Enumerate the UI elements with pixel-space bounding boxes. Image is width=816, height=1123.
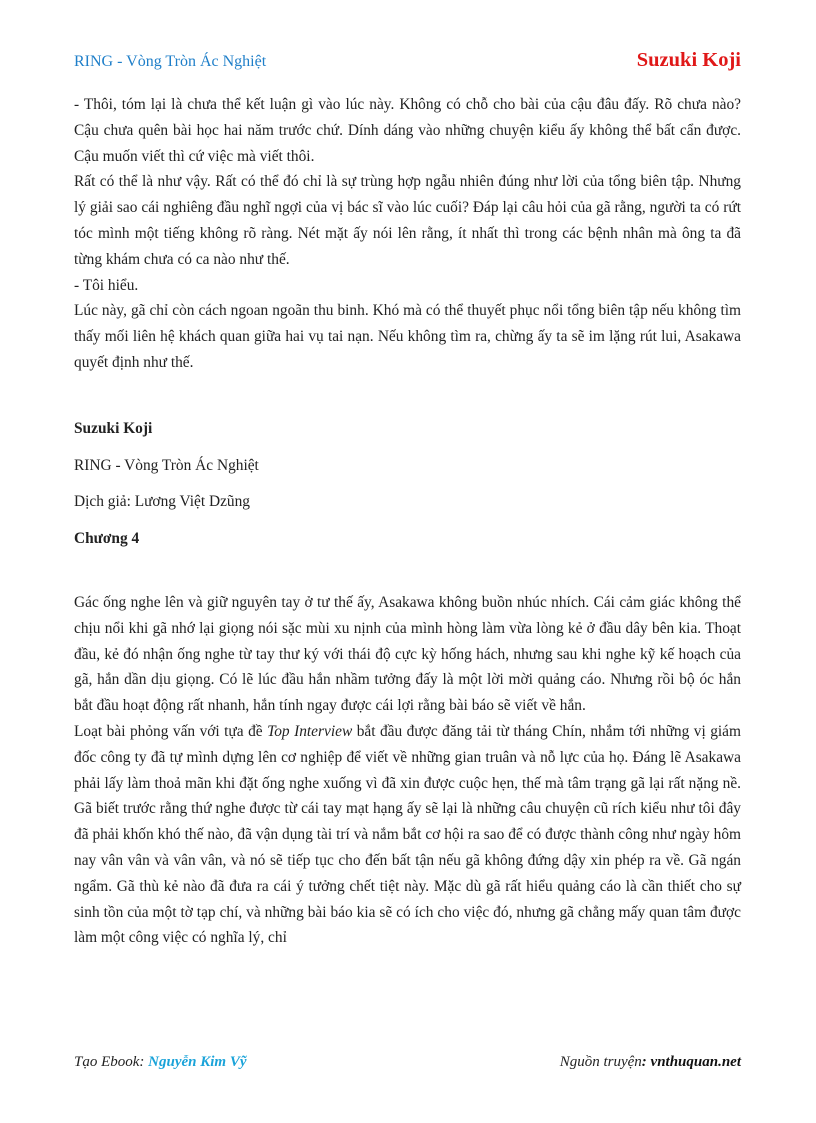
header-author: Suzuki Koji <box>636 49 741 71</box>
paragraph: - Thôi, tóm lại là chưa thể kết luận gì vào lúc này. Không có chỗ cho bài của cậu đâu đấy. Rõ chưa nào? Cậu chưa quên bài học hai năm trước chứ. Dính dáng vào những chuyện kiểu ấy không thể bất cẩn được. Cậu muốn viết thì cứ việc mà viết thôi. <box>74 96 741 165</box>
chapter-heading <box>74 416 741 552</box>
page-content <box>74 92 741 951</box>
footer-source <box>560 1054 741 1071</box>
footer-creator <box>74 1054 247 1071</box>
paragraph <box>74 719 741 951</box>
chapter-translator: Dịch giả: Lương Việt Dzũng <box>74 493 250 511</box>
creator-label: Tạo Ebook <box>74 1054 140 1070</box>
paragraph: Gác ống nghe lên và giữ nguyên tay ở tư thế ấy, Asakawa không buồn nhúc nhích. Cái cảm giác không thể chịu nổi khi gã nhớ lại giọng nói sặc mùi xu nịnh của mình hòng làm vừa lòng kẻ ở đầu dây bên kia. Thoạt đầu, kẻ đó nhận ống nghe từ tay thư ký với thái độ cực kỳ hống hách, nhưng sau khi nghe kỹ kế hoạch của gã, hắn dần dịu giọng. Có lẽ lúc đầu hắn nhầm tưởng đấy là một lời mời quảng cáo. Nhưng rồi bộ óc hắn bắt đầu hoạt động rất nhanh, hắn tính ngay được cái lợi rằng bài báo sẽ viết về hắn. <box>74 593 741 715</box>
creator-separator: : <box>139 1054 149 1070</box>
creator-name: Nguyễn Kim Vỹ <box>148 1054 247 1070</box>
chapter-author: Suzuki Koji <box>74 419 153 437</box>
paragraph: Lúc này, gã chỉ còn cách ngoan ngoãn thu binh. Khó mà có thể thuyết phục nổi tổng biên tập nếu không tìm thấy mối liên hệ khách quan giữa hai vụ tai nạn. Nếu không tìm ra, chừng ấy ta sẽ im lặng rút lui, Asakawa quyết định như thế. <box>74 302 741 371</box>
source-label: Nguồn truyện <box>559 1054 642 1070</box>
text-span: bắt đầu được đăng tải từ tháng Chín, nhắm tới những vị giám đốc công ty đã tự mình dựng lên cơ nghiệp để viết về những gian truân và nỗ lực của họ. Đáng lẽ Asakawa phải lấy làm thoả mãn khi đặt ống nghe xuống vì đã xin được cuộc hẹn, thế mà tâm trạng gã lại rất nặng nề. Gã biết trước rằng thứ nghe được từ cái tay mạt hạng ấy sẽ lại là những câu chuyện cũ rích kiểu như tôi đây đã phải khốn khó thế nào, đã vận dụng tài trí và nắm bắt cơ hội ra sao để có được thành công như ngày hôm nay vân vân và vân vân, và nó sẽ tiếp tục cho đến bất tận nếu gã không đứng dậy xin phép ra về. Gã ngán ngẩm. Gã thù kẻ nào đã đưa ra cái ý tưởng chết tiệt này. Mặc dù gã rất hiểu quảng cáo là cần thiết cho sự sinh tồn của một tờ tạp chí, và những bài báo kia sẽ có ích cho việc đó, nhưng gã chẳng mấy quan tâm được làm một công việc có nghĩa lý, chỉ <box>74 722 741 947</box>
source-site: vnthuquan.net <box>650 1054 741 1070</box>
header-book-title: RING - Vòng Tròn Ác Nghiệt <box>74 53 267 70</box>
chapter-book-title: RING - Vòng Tròn Ác Nghiệt <box>74 456 259 474</box>
chapter-label: Chương 4 <box>74 530 140 548</box>
page-header <box>74 48 741 78</box>
source-separator: : <box>641 1054 651 1070</box>
paragraph: - Tôi hiểu. <box>74 276 139 294</box>
italic-title: Top Interview <box>267 722 353 740</box>
text-span: Loạt bài phỏng vấn với tựa đề <box>74 722 268 740</box>
paragraph: Rất có thể là như vậy. Rất có thể đó chỉ là sự trùng hợp ngẫu nhiên đúng như lời của tổng biên tập. Nhưng lý giải sao cái nghiêng đầu nghĩ ngợi của vị bác sĩ vào lúc cuối? Đáp lại câu hỏi của gã rằng, người ta có rứt tóc mình một tiếng không rõ ràng. Nét mặt ấy nói lên rằng, ít nhất thì trong các bệnh nhân mà ông ta đã từng khám chưa có ca nào như thế. <box>74 173 741 268</box>
